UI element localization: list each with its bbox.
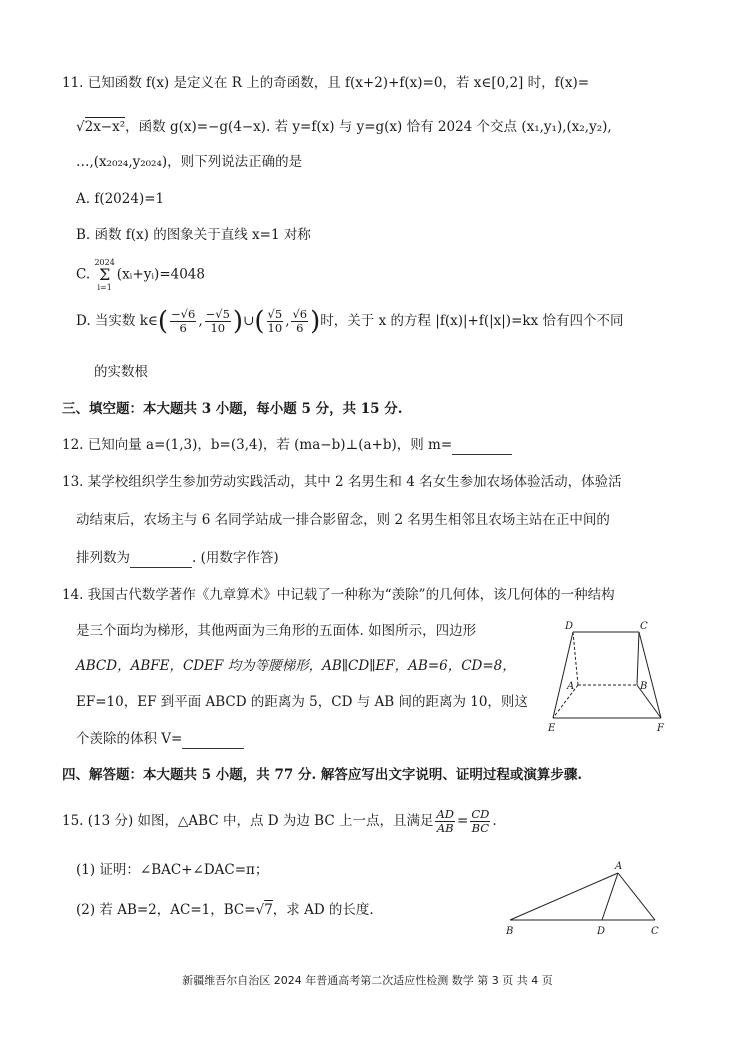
- q14-line5: [76, 730, 244, 749]
- q11-line3: …,(x₂₀₂₄,y₂₀₂₄)，则下列说法正确的是: [76, 154, 303, 170]
- fraction-denominator: BC: [471, 821, 490, 835]
- label-B: B: [640, 681, 648, 692]
- q14-line1: 14. 我国古代数学著作《九章算术》中记载了一种称为“羡除”的几何体，该几何体的一种结构: [62, 587, 615, 603]
- sigma-icon: Σ: [98, 265, 111, 284]
- q12-text: 12. 已知向量 a=(1,3)，b=(3,4)，若 (ma−b)⊥(a+b)，则 m=: [62, 437, 453, 453]
- fraction-denominator: AB: [436, 821, 454, 835]
- q13-line3-pre: 排列数为: [76, 550, 130, 566]
- right-paren-icon: ): [232, 306, 244, 337]
- union-symbol: ∪: [243, 313, 255, 329]
- period: .: [492, 813, 497, 829]
- q11-line2: √2x−x²，函数 g(x)=−g(4−x). 若 y=f(x) 与 y=g(x) 恰有 2024 个交点 (x₁,y₁),(x₂,y₂),: [76, 119, 612, 135]
- fraction-denominator: 6: [179, 321, 187, 335]
- fraction-neg-sqrt6-6: [170, 308, 196, 335]
- answer-blank[interactable]: [452, 436, 512, 455]
- answer-blank[interactable]: [130, 549, 192, 568]
- fraction-numerator: √5: [267, 307, 283, 321]
- fraction-denominator: 10: [210, 321, 226, 335]
- q11-line2-rest: ，函数 g(x)=−g(4−x). 若 y=f(x) 与 y=g(x) 恰有 2024 个交点 (x₁,y₁),(x₂,y₂),: [125, 119, 612, 135]
- q14-line4: EF=10，EF 到平面 ABCD 的距离为 5，CD 与 AB 间的距离为 10，则这: [76, 694, 528, 710]
- section-4-heading: 四、解答题：本大题共 5 小题，共 77 分. 解答应写出文字说明、证明过程或演算步骤.: [62, 767, 583, 783]
- q13-line3-post: . (用数字作答): [192, 550, 279, 566]
- q14-line5-pre: 个羡除的体积 V=: [76, 731, 183, 747]
- label-A: A: [615, 861, 623, 872]
- label-C: C: [651, 926, 659, 937]
- edge-DA-hidden: [573, 632, 578, 685]
- q15-line1: [62, 808, 497, 835]
- q15-part2-post: ，求 AD 的长度.: [272, 902, 374, 918]
- q11-option-d-rest: 时，关于 x 的方程 |f(x)|+f(|x|)=kx 恰有四个不同: [320, 313, 624, 329]
- q12: [62, 436, 512, 455]
- fraction-sqrt5-10: [267, 308, 284, 335]
- segment-AB: [510, 873, 618, 920]
- fraction-sqrt6-6: [291, 308, 308, 335]
- q15-part2-pre: (2) 若 AB=2，AC=1，BC=: [76, 902, 256, 918]
- q11-option-d-label: D. 当实数 k∈: [76, 313, 158, 329]
- sum-upper: 2024: [94, 258, 115, 267]
- q14-line2: 是三个面均为梯形，其他两面为三角形的五面体. 如图所示，四边形: [76, 623, 477, 639]
- page-footer: 新疆维吾尔自治区 2024 年普通高考第二次适应性检测 数学 第 3 页 共 4 页: [182, 974, 553, 987]
- q15-line1-pre: 15. (13 分) 如图，△ABC 中，点 D 为边 BC 上一点，且满足: [62, 813, 434, 829]
- q13-line1: 13. 某学校组织学生参加劳动实践活动，其中 2 名男生和 4 名女生参加农场体验活动，体验活: [62, 474, 622, 490]
- segment-AD: [602, 873, 618, 920]
- q13-line3: [76, 549, 279, 568]
- fraction-numerator: √6: [292, 307, 308, 321]
- fraction-denominator: 6: [296, 321, 304, 335]
- label-A: A: [567, 681, 575, 692]
- comma: ,: [198, 313, 203, 329]
- fraction-denominator: 10: [267, 321, 283, 335]
- label-D: D: [565, 621, 574, 632]
- left-paren-icon: (: [254, 306, 265, 337]
- fraction-CD-BC: [470, 808, 490, 835]
- q11-option-c-label: C.: [76, 266, 91, 283]
- q11-line1: 11. 已知函数 f(x) 是定义在 R 上的奇函数，且 f(x+2)+f(x)=0，若 x∈[0,2] 时，f(x)=: [62, 75, 590, 91]
- fraction-numerator: −√5: [205, 307, 230, 321]
- q11-option-c: [76, 258, 205, 292]
- q11-radicand: 2x−x²: [84, 119, 126, 135]
- q14-figure-xianchu: [540, 615, 680, 740]
- label-C: C: [640, 621, 648, 632]
- q11-option-d-cont: 的实数根: [94, 364, 148, 380]
- section-3-heading: 三、填空题：本大题共 3 小题，每小题 5 分，共 15 分.: [62, 401, 403, 417]
- q15-figure-triangle: [500, 860, 675, 940]
- fraction-numerator: CD: [471, 807, 490, 821]
- q11-option-b: B. 函数 f(x) 的图象关于直线 x=1 对称: [76, 227, 311, 243]
- sum-symbol: [94, 258, 114, 292]
- fraction-AD-AB: [435, 808, 455, 835]
- fraction-numerator: AD: [436, 807, 454, 821]
- q11-option-d: [76, 308, 623, 335]
- q15-part2-radicand: 7: [264, 902, 273, 918]
- fraction-numerator: −√6: [171, 307, 196, 321]
- segment-AC: [618, 873, 655, 920]
- sum-lower: i=1: [97, 283, 112, 292]
- edge-CF: [639, 632, 661, 718]
- edge-CB: [637, 632, 639, 685]
- q14-line3: ABCD，ABFE，CDEF 均为等腰梯形，AB∥CD∥EF，AB=6，CD=8，: [76, 658, 516, 674]
- left-paren-icon: (: [157, 306, 169, 337]
- label-D: D: [597, 926, 606, 937]
- q11-option-a: A. f(2024)=1: [76, 191, 165, 207]
- fraction-neg-sqrt5-10: [205, 308, 231, 335]
- equals-sign: =: [457, 813, 469, 829]
- q11-option-c-text: (xᵢ+yᵢ)=4048: [116, 266, 205, 283]
- q15-part2: (2) 若 AB=2，AC=1，BC=√7，求 AD 的长度.: [76, 902, 374, 918]
- comma: ,: [285, 313, 290, 329]
- answer-blank[interactable]: [182, 730, 244, 749]
- right-paren-icon: ): [310, 306, 321, 337]
- label-B: B: [506, 926, 514, 937]
- q15-part1: (1) 证明：∠BAC+∠DAC=π；: [76, 862, 269, 878]
- q13-line2: 动结束后，农场主与 6 名同学站成一排合影留念，则 2 名男生相邻且农场主站在正中间的: [76, 512, 610, 528]
- label-E: E: [548, 723, 556, 734]
- label-F: F: [657, 723, 664, 734]
